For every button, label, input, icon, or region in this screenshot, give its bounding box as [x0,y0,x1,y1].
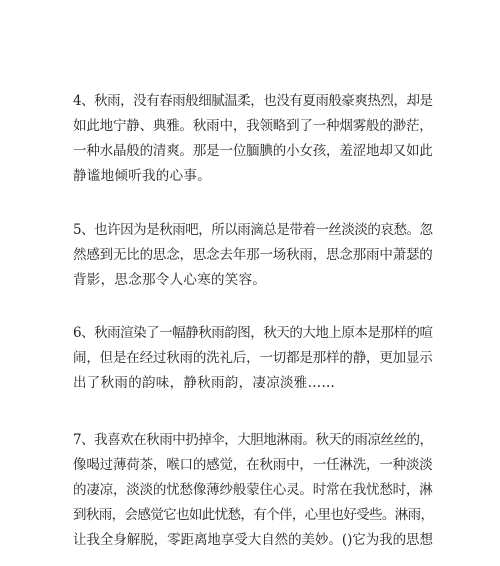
text-line: 背影，思念那令人心寒的笑容。 [73,272,267,288]
text-line: 7、我喜欢在秋雨中扔掉伞，大胆地淋雨。秋天的雨凉丝丝的， [73,432,433,448]
paragraph-6 [73,321,433,396]
paragraph-7 [73,428,433,553]
text-line: 的凄凉，淡淡的忧愁像薄纱般蒙住心灵。时常在我忧愁时，淋 [73,482,433,498]
paragraph-4 [73,89,433,189]
text-line: 4、秋雨，没有春雨般细腻温柔，也没有夏雨般豪爽热烈，却是 [73,93,433,109]
text-line: 5、也许因为是秋雨吧，所以雨滴总是带着一丝淡淡的哀愁。忽 [73,222,433,238]
text-line: 静谧地倾听我的心事。 [73,168,211,184]
text-line: 如此地宁静、典雅。秋雨中，我领略到了一种烟雾般的渺茫， [73,118,433,134]
text-line: 让我全身解脱，零距离地享受大自然的美妙。()它为我的思想 [73,532,433,548]
text-line: 像喝过薄荷茶，喉口的感觉，在秋雨中，一任淋洗，一种淡淡 [73,457,433,473]
bottom-fade [0,550,500,566]
text-line: 然感到无比的思念，思念去年那一场秋雨，思念那雨中萧瑟的 [73,247,433,263]
text-line: 6、秋雨渲染了一幅静秋雨韵图，秋天的大地上原本是那样的喧 [73,325,433,341]
text-line: 出了秋雨的韵味，静秋雨韵，凄凉淡雅…… [73,375,336,391]
text-line: 到秋雨，会感觉它也如此忧愁，有个伴，心里也好受些。淋雨， [73,507,434,523]
text-line: 闹，但是在经过秋雨的洗礼后，一切都是那样的静，更加显示 [73,350,433,366]
text-line: 一种水晶般的清爽。那是一位腼腆的小女孩，羞涩地却又如此 [73,143,433,159]
paragraph-5 [73,218,433,293]
